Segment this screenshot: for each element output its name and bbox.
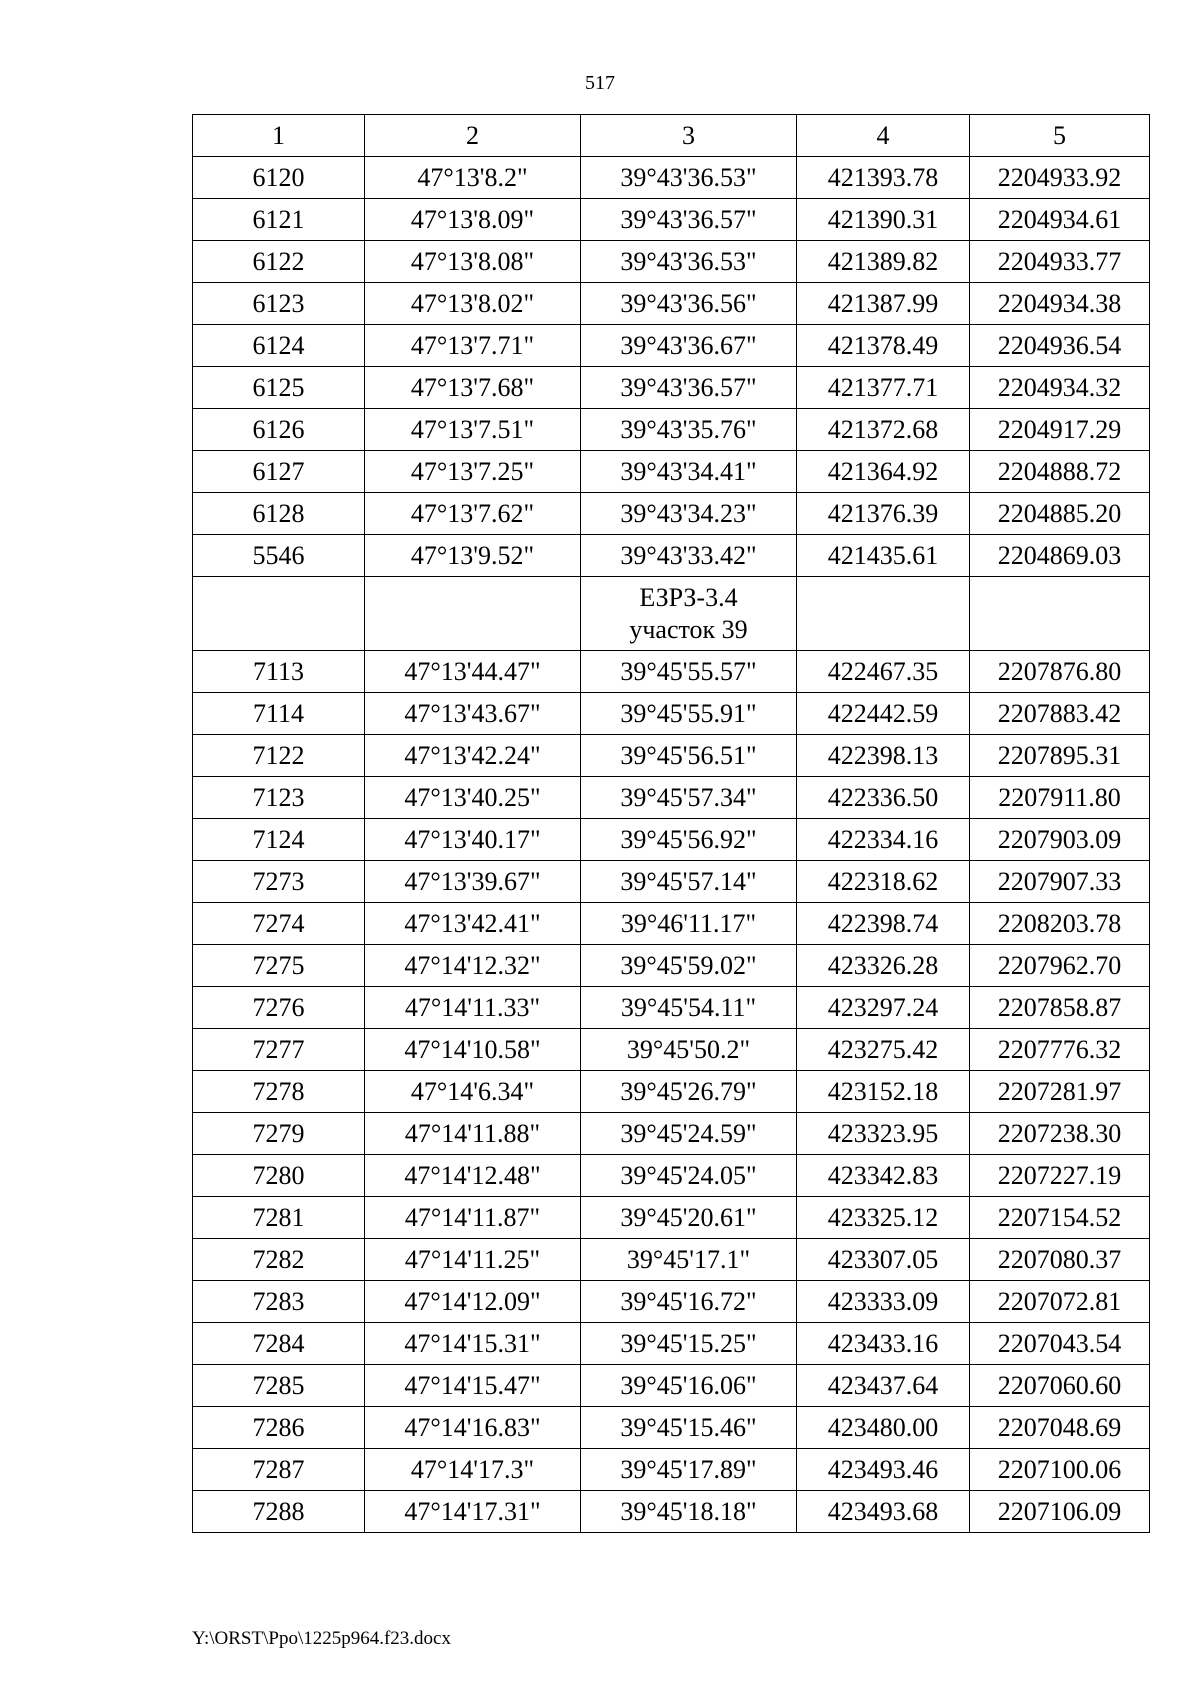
- cell-longitude: 39°43'36.56": [581, 283, 797, 325]
- cell-y-coordinate: 2204936.54: [970, 325, 1150, 367]
- cell-x-coordinate: 423326.28: [797, 945, 970, 987]
- cell-x-coordinate: 423437.64: [797, 1365, 970, 1407]
- table-row: [193, 283, 1150, 325]
- header-col-5: 5: [970, 115, 1150, 157]
- section-zone-label: ЕЗРЗ-3.4: [639, 582, 738, 612]
- cell-longitude: 39°43'36.57": [581, 199, 797, 241]
- cell-longitude: 39°45'57.14": [581, 861, 797, 903]
- cell-x-coordinate: 422336.50: [797, 777, 970, 819]
- cell-latitude: 47°13'8.08": [365, 241, 581, 283]
- cell-x-coordinate: 423297.24: [797, 987, 970, 1029]
- cell-x-coordinate: 423493.68: [797, 1491, 970, 1533]
- cell-point-number: 6128: [193, 493, 365, 535]
- cell-longitude: 39°45'17.89": [581, 1449, 797, 1491]
- cell-longitude: 39°43'33.42": [581, 535, 797, 577]
- cell-latitude: 47°13'8.2": [365, 157, 581, 199]
- table-row: [193, 409, 1150, 451]
- cell-longitude: 39°45'24.59": [581, 1113, 797, 1155]
- table-row: [193, 945, 1150, 987]
- cell-point-number: 7274: [193, 903, 365, 945]
- cell-x-coordinate: 423323.95: [797, 1113, 970, 1155]
- cell-y-coordinate: 2204933.92: [970, 157, 1150, 199]
- cell-y-coordinate: 2207903.09: [970, 819, 1150, 861]
- page-number: 517: [585, 72, 615, 94]
- cell-y-coordinate: 2204934.32: [970, 367, 1150, 409]
- cell-latitude: 47°13'43.67": [365, 693, 581, 735]
- header-col-4: 4: [797, 115, 970, 157]
- cell-latitude: 47°14'11.87": [365, 1197, 581, 1239]
- table-row: [193, 735, 1150, 777]
- cell-y-coordinate: 2207907.33: [970, 861, 1150, 903]
- cell-y-coordinate: 2207048.69: [970, 1407, 1150, 1449]
- cell-y-coordinate: 2207776.32: [970, 1029, 1150, 1071]
- table-row: [193, 1113, 1150, 1155]
- cell-latitude: 47°13'40.25": [365, 777, 581, 819]
- cell-y-coordinate: 2207876.80: [970, 651, 1150, 693]
- cell-y-coordinate: 2207043.54: [970, 1323, 1150, 1365]
- cell-point-number: 6124: [193, 325, 365, 367]
- cell-longitude: 39°43'35.76": [581, 409, 797, 451]
- table-row: [193, 1029, 1150, 1071]
- cell-y-coordinate: 2207962.70: [970, 945, 1150, 987]
- cell-x-coordinate: 421377.71: [797, 367, 970, 409]
- cell-point-number: 7123: [193, 777, 365, 819]
- cell-point-number: 7288: [193, 1491, 365, 1533]
- cell-x-coordinate: 422318.62: [797, 861, 970, 903]
- cell-y-coordinate: 2207911.80: [970, 777, 1150, 819]
- cell-y-coordinate: 2207072.81: [970, 1281, 1150, 1323]
- cell-x-coordinate: 422398.13: [797, 735, 970, 777]
- cell-longitude: 39°45'17.1": [581, 1239, 797, 1281]
- cell-y-coordinate: 2204869.03: [970, 535, 1150, 577]
- cell-longitude: 39°45'56.51": [581, 735, 797, 777]
- file-path-footer: Y:\ORST\Ppo\1225p964.f23.docx: [192, 1628, 451, 1649]
- cell-latitude: 47°13'39.67": [365, 861, 581, 903]
- cell-point-number: 6122: [193, 241, 365, 283]
- cell-longitude: 39°45'15.25": [581, 1323, 797, 1365]
- cell-point-number: 7279: [193, 1113, 365, 1155]
- cell-x-coordinate: 422398.74: [797, 903, 970, 945]
- cell-latitude: 47°14'11.33": [365, 987, 581, 1029]
- cell-x-coordinate: 423480.00: [797, 1407, 970, 1449]
- cell-point-number: 7285: [193, 1365, 365, 1407]
- cell-longitude: 39°43'36.57": [581, 367, 797, 409]
- cell-x-coordinate: 421435.61: [797, 535, 970, 577]
- table-row: [193, 241, 1150, 283]
- cell-point-number: 7280: [193, 1155, 365, 1197]
- cell-point-number: 7282: [193, 1239, 365, 1281]
- table-row: [193, 1155, 1150, 1197]
- cell-longitude: 39°45'59.02": [581, 945, 797, 987]
- cell-latitude: 47°14'15.31": [365, 1323, 581, 1365]
- table-row: [193, 325, 1150, 367]
- cell-point-number: 6127: [193, 451, 365, 493]
- section-empty-cell: [193, 577, 365, 651]
- table-row: [193, 199, 1150, 241]
- table-row: [193, 451, 1150, 493]
- cell-x-coordinate: 422442.59: [797, 693, 970, 735]
- table-header: [193, 115, 1150, 157]
- cell-point-number: 6123: [193, 283, 365, 325]
- cell-longitude: 39°45'18.18": [581, 1491, 797, 1533]
- cell-point-number: 6126: [193, 409, 365, 451]
- table-row: [193, 861, 1150, 903]
- cell-point-number: 6121: [193, 199, 365, 241]
- cell-point-number: 7276: [193, 987, 365, 1029]
- cell-y-coordinate: 2204888.72: [970, 451, 1150, 493]
- cell-point-number: 7273: [193, 861, 365, 903]
- cell-x-coordinate: 421389.82: [797, 241, 970, 283]
- table-row: [193, 367, 1150, 409]
- cell-y-coordinate: 2208203.78: [970, 903, 1150, 945]
- cell-latitude: 47°14'15.47": [365, 1365, 581, 1407]
- table-row: [193, 1365, 1150, 1407]
- cell-longitude: 39°43'36.53": [581, 241, 797, 283]
- cell-x-coordinate: 422467.35: [797, 651, 970, 693]
- cell-longitude: 39°45'15.46": [581, 1407, 797, 1449]
- cell-point-number: 7275: [193, 945, 365, 987]
- cell-latitude: 47°14'12.48": [365, 1155, 581, 1197]
- cell-latitude: 47°13'9.52": [365, 535, 581, 577]
- cell-longitude: 39°45'24.05": [581, 1155, 797, 1197]
- table-row: [193, 1491, 1150, 1533]
- table-row: [193, 1323, 1150, 1365]
- section-empty-cell: [797, 577, 970, 651]
- cell-x-coordinate: 421378.49: [797, 325, 970, 367]
- cell-latitude: 47°14'12.09": [365, 1281, 581, 1323]
- cell-point-number: 7284: [193, 1323, 365, 1365]
- cell-x-coordinate: 421390.31: [797, 199, 970, 241]
- cell-point-number: 7287: [193, 1449, 365, 1491]
- cell-y-coordinate: 2204885.20: [970, 493, 1150, 535]
- cell-longitude: 39°45'54.11": [581, 987, 797, 1029]
- cell-y-coordinate: 2207080.37: [970, 1239, 1150, 1281]
- cell-y-coordinate: 2207895.31: [970, 735, 1150, 777]
- table-row: [193, 987, 1150, 1029]
- cell-x-coordinate: 421393.78: [797, 157, 970, 199]
- section-plot-label: участок 39: [629, 614, 748, 644]
- cell-latitude: 47°14'6.34": [365, 1071, 581, 1113]
- header-row: [193, 115, 1150, 157]
- section-title-cell: [581, 577, 797, 651]
- table-row: [193, 1449, 1150, 1491]
- cell-longitude: 39°43'36.67": [581, 325, 797, 367]
- cell-y-coordinate: 2204917.29: [970, 409, 1150, 451]
- cell-latitude: 47°13'8.09": [365, 199, 581, 241]
- cell-longitude: 39°45'20.61": [581, 1197, 797, 1239]
- table-row: [193, 1071, 1150, 1113]
- cell-longitude: 39°45'26.79": [581, 1071, 797, 1113]
- cell-y-coordinate: 2207060.60: [970, 1365, 1150, 1407]
- table-row: [193, 1407, 1150, 1449]
- cell-x-coordinate: 423307.05: [797, 1239, 970, 1281]
- table-row: [193, 1281, 1150, 1323]
- table-row: [193, 535, 1150, 577]
- header-col-1: 1: [193, 115, 365, 157]
- table-body: [193, 157, 1150, 1533]
- cell-point-number: 5546: [193, 535, 365, 577]
- cell-latitude: 47°13'44.47": [365, 651, 581, 693]
- cell-point-number: 6120: [193, 157, 365, 199]
- table-row: [193, 1239, 1150, 1281]
- section-empty-cell: [970, 577, 1150, 651]
- cell-y-coordinate: 2207154.52: [970, 1197, 1150, 1239]
- cell-latitude: 47°13'7.25": [365, 451, 581, 493]
- table-row: [193, 651, 1150, 693]
- cell-point-number: 7286: [193, 1407, 365, 1449]
- cell-x-coordinate: 421372.68: [797, 409, 970, 451]
- cell-latitude: 47°14'17.31": [365, 1491, 581, 1533]
- table-row: [193, 777, 1150, 819]
- cell-longitude: 39°45'57.34": [581, 777, 797, 819]
- cell-point-number: 7122: [193, 735, 365, 777]
- cell-latitude: 47°14'12.32": [365, 945, 581, 987]
- cell-y-coordinate: 2207238.30: [970, 1113, 1150, 1155]
- cell-x-coordinate: 423433.16: [797, 1323, 970, 1365]
- cell-x-coordinate: 421364.92: [797, 451, 970, 493]
- cell-longitude: 39°46'11.17": [581, 903, 797, 945]
- cell-latitude: 47°13'42.41": [365, 903, 581, 945]
- cell-point-number: 7283: [193, 1281, 365, 1323]
- cell-point-number: 7114: [193, 693, 365, 735]
- cell-x-coordinate: 423333.09: [797, 1281, 970, 1323]
- table-row: [193, 1197, 1150, 1239]
- cell-x-coordinate: 422334.16: [797, 819, 970, 861]
- cell-point-number: 7113: [193, 651, 365, 693]
- cell-y-coordinate: 2207100.06: [970, 1449, 1150, 1491]
- table-row: [193, 693, 1150, 735]
- cell-latitude: 47°13'42.24": [365, 735, 581, 777]
- cell-latitude: 47°13'40.17": [365, 819, 581, 861]
- table-row: [193, 903, 1150, 945]
- cell-latitude: 47°14'10.58": [365, 1029, 581, 1071]
- cell-point-number: 7278: [193, 1071, 365, 1113]
- cell-x-coordinate: 423275.42: [797, 1029, 970, 1071]
- cell-y-coordinate: 2204933.77: [970, 241, 1150, 283]
- cell-point-number: 6125: [193, 367, 365, 409]
- cell-y-coordinate: 2207106.09: [970, 1491, 1150, 1533]
- table-row: [193, 819, 1150, 861]
- cell-point-number: 7281: [193, 1197, 365, 1239]
- cell-y-coordinate: 2207281.97: [970, 1071, 1150, 1113]
- cell-latitude: 47°13'7.62": [365, 493, 581, 535]
- cell-latitude: 47°13'7.68": [365, 367, 581, 409]
- header-col-3: 3: [581, 115, 797, 157]
- cell-y-coordinate: 2207858.87: [970, 987, 1150, 1029]
- cell-longitude: 39°45'16.72": [581, 1281, 797, 1323]
- cell-x-coordinate: 423342.83: [797, 1155, 970, 1197]
- cell-y-coordinate: 2204934.61: [970, 199, 1150, 241]
- cell-y-coordinate: 2204934.38: [970, 283, 1150, 325]
- cell-longitude: 39°45'55.91": [581, 693, 797, 735]
- cell-point-number: 7277: [193, 1029, 365, 1071]
- cell-latitude: 47°13'7.51": [365, 409, 581, 451]
- cell-longitude: 39°45'50.2": [581, 1029, 797, 1071]
- table-row: [193, 157, 1150, 199]
- table-row: [193, 493, 1150, 535]
- cell-x-coordinate: 423493.46: [797, 1449, 970, 1491]
- cell-point-number: 7124: [193, 819, 365, 861]
- cell-longitude: 39°43'34.41": [581, 451, 797, 493]
- cell-latitude: 47°14'17.3": [365, 1449, 581, 1491]
- cell-latitude: 47°13'8.02": [365, 283, 581, 325]
- cell-y-coordinate: 2207227.19: [970, 1155, 1150, 1197]
- cell-latitude: 47°14'16.83": [365, 1407, 581, 1449]
- cell-x-coordinate: 421376.39: [797, 493, 970, 535]
- cell-latitude: 47°13'7.71": [365, 325, 581, 367]
- section-empty-cell: [365, 577, 581, 651]
- cell-latitude: 47°14'11.25": [365, 1239, 581, 1281]
- cell-longitude: 39°43'34.23": [581, 493, 797, 535]
- cell-y-coordinate: 2207883.42: [970, 693, 1150, 735]
- cell-latitude: 47°14'11.88": [365, 1113, 581, 1155]
- cell-longitude: 39°45'55.57": [581, 651, 797, 693]
- cell-longitude: 39°45'56.92": [581, 819, 797, 861]
- cell-x-coordinate: 423152.18: [797, 1071, 970, 1113]
- cell-x-coordinate: 421387.99: [797, 283, 970, 325]
- section-row: [193, 577, 1150, 651]
- coordinates-table: [192, 114, 1150, 1533]
- cell-longitude: 39°45'16.06": [581, 1365, 797, 1407]
- cell-x-coordinate: 423325.12: [797, 1197, 970, 1239]
- header-col-2: 2: [365, 115, 581, 157]
- cell-longitude: 39°43'36.53": [581, 157, 797, 199]
